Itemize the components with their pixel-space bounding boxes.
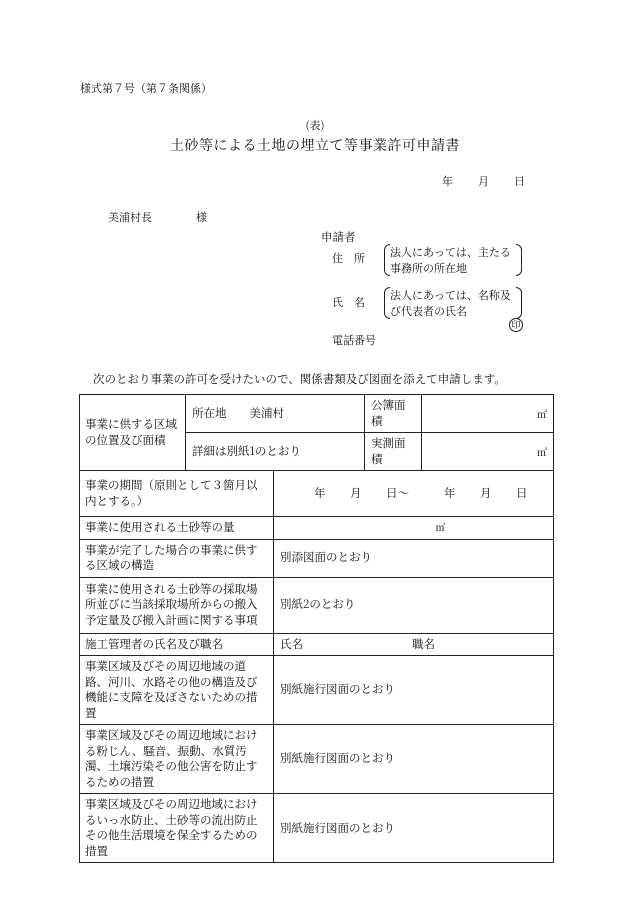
period-value[interactable] bbox=[274, 471, 554, 517]
table-row bbox=[80, 577, 554, 633]
date-line bbox=[442, 175, 525, 189]
measure3-label: 事業区域及びその周辺地域におけるいっ水防止、土砂等の流出防止その他生活環境を保全するための措置 bbox=[80, 794, 274, 863]
period-start-year: 年 bbox=[314, 484, 326, 501]
area-location: 所在地 美浦村 bbox=[186, 395, 365, 433]
date-year: 年 bbox=[442, 173, 453, 189]
manager-name-label: 氏名 bbox=[280, 635, 303, 652]
period-end-day: 日 bbox=[516, 484, 528, 501]
area-detail: 詳細は別紙1のとおり bbox=[186, 433, 365, 471]
amount-label: 事業に使用される土砂等の量 bbox=[80, 517, 274, 540]
manager-value[interactable] bbox=[274, 633, 554, 656]
phone-label: 電話番号 bbox=[332, 332, 376, 348]
source-value: 別紙2のとおり bbox=[274, 577, 554, 633]
table-row bbox=[80, 471, 554, 517]
document-title: 土砂等による土地の埋立て等事業許可申請書 bbox=[170, 135, 460, 155]
table-row bbox=[80, 395, 554, 433]
name-note: 法人にあっては、名称及び代表者の氏名 bbox=[384, 287, 522, 319]
measure1-label: 事業区域及びその周辺地域の道路、河川、水路その他の構造及び機能に支障を及ぼさないための措置 bbox=[80, 656, 274, 725]
actual-area-value[interactable] bbox=[422, 433, 554, 471]
front-side-label: (表) bbox=[305, 117, 325, 133]
honorific: 様 bbox=[196, 209, 207, 225]
manager-label: 施工管理者の氏名及び職名 bbox=[80, 633, 274, 656]
measure1-value: 別紙施行図面のとおり bbox=[274, 656, 554, 725]
measure3-value: 別紙施行図面のとおり bbox=[274, 794, 554, 863]
registry-area-value[interactable] bbox=[422, 395, 554, 433]
intro-text: 次のとおり事業の許可を受けたいので、関係書類及び図面を添えて申請します。 bbox=[93, 371, 506, 387]
applicant-label: 申請者 bbox=[321, 229, 356, 245]
manager-title-label: 職名 bbox=[412, 635, 435, 652]
table-row bbox=[80, 517, 554, 540]
address-label: 住 所 bbox=[332, 250, 365, 266]
table-row bbox=[80, 725, 554, 794]
unit-m2: ㎡ bbox=[537, 443, 547, 459]
date-day: 日 bbox=[514, 173, 525, 189]
addressee-name: 美浦村長 bbox=[108, 209, 152, 225]
application-table bbox=[79, 394, 554, 863]
amount-value[interactable] bbox=[274, 517, 554, 540]
date-month: 月 bbox=[478, 173, 489, 189]
actual-area-label: 実測面積 bbox=[365, 433, 422, 471]
unit-m3: ㎥ bbox=[435, 519, 446, 535]
table-row bbox=[80, 794, 554, 863]
name-label: 氏 名 bbox=[332, 294, 365, 310]
registry-area-label: 公簿面積 bbox=[365, 395, 422, 433]
period-start-month: 月 bbox=[350, 484, 362, 501]
address-note: 法人にあっては、主たる事務所の所在地 bbox=[384, 244, 522, 276]
period-start-day: 日～ bbox=[386, 484, 409, 501]
table-row bbox=[80, 656, 554, 725]
table-row bbox=[80, 633, 554, 656]
addressee bbox=[108, 211, 207, 225]
area-label: 事業に供する区域の位置及び面積 bbox=[80, 395, 186, 471]
structure-value: 別添図面のとおり bbox=[274, 539, 554, 577]
source-label: 事業に使用される土砂等の採取場所並びに当該採取場所からの搬入予定量及び搬入計画に関する事項 bbox=[80, 577, 274, 633]
table-row bbox=[80, 539, 554, 577]
period-end-month: 月 bbox=[480, 484, 492, 501]
measure2-label: 事業区域及びその周辺地域における粉じん、騒音、振動、水質汚濁、土壌汚染その他公害を防止するための措置 bbox=[80, 725, 274, 794]
period-label: 事業の期間（原則として３箇月以内とする。） bbox=[80, 471, 274, 517]
structure-label: 事業が完了した場合の事業に供する区域の構造 bbox=[80, 539, 274, 577]
form-number: 様式第７号（第７条関係） bbox=[80, 80, 212, 96]
measure2-value: 別紙施行図面のとおり bbox=[274, 725, 554, 794]
seal-mark: 印 bbox=[509, 318, 523, 332]
unit-m2: ㎡ bbox=[537, 405, 547, 421]
period-end-year: 年 bbox=[444, 484, 456, 501]
